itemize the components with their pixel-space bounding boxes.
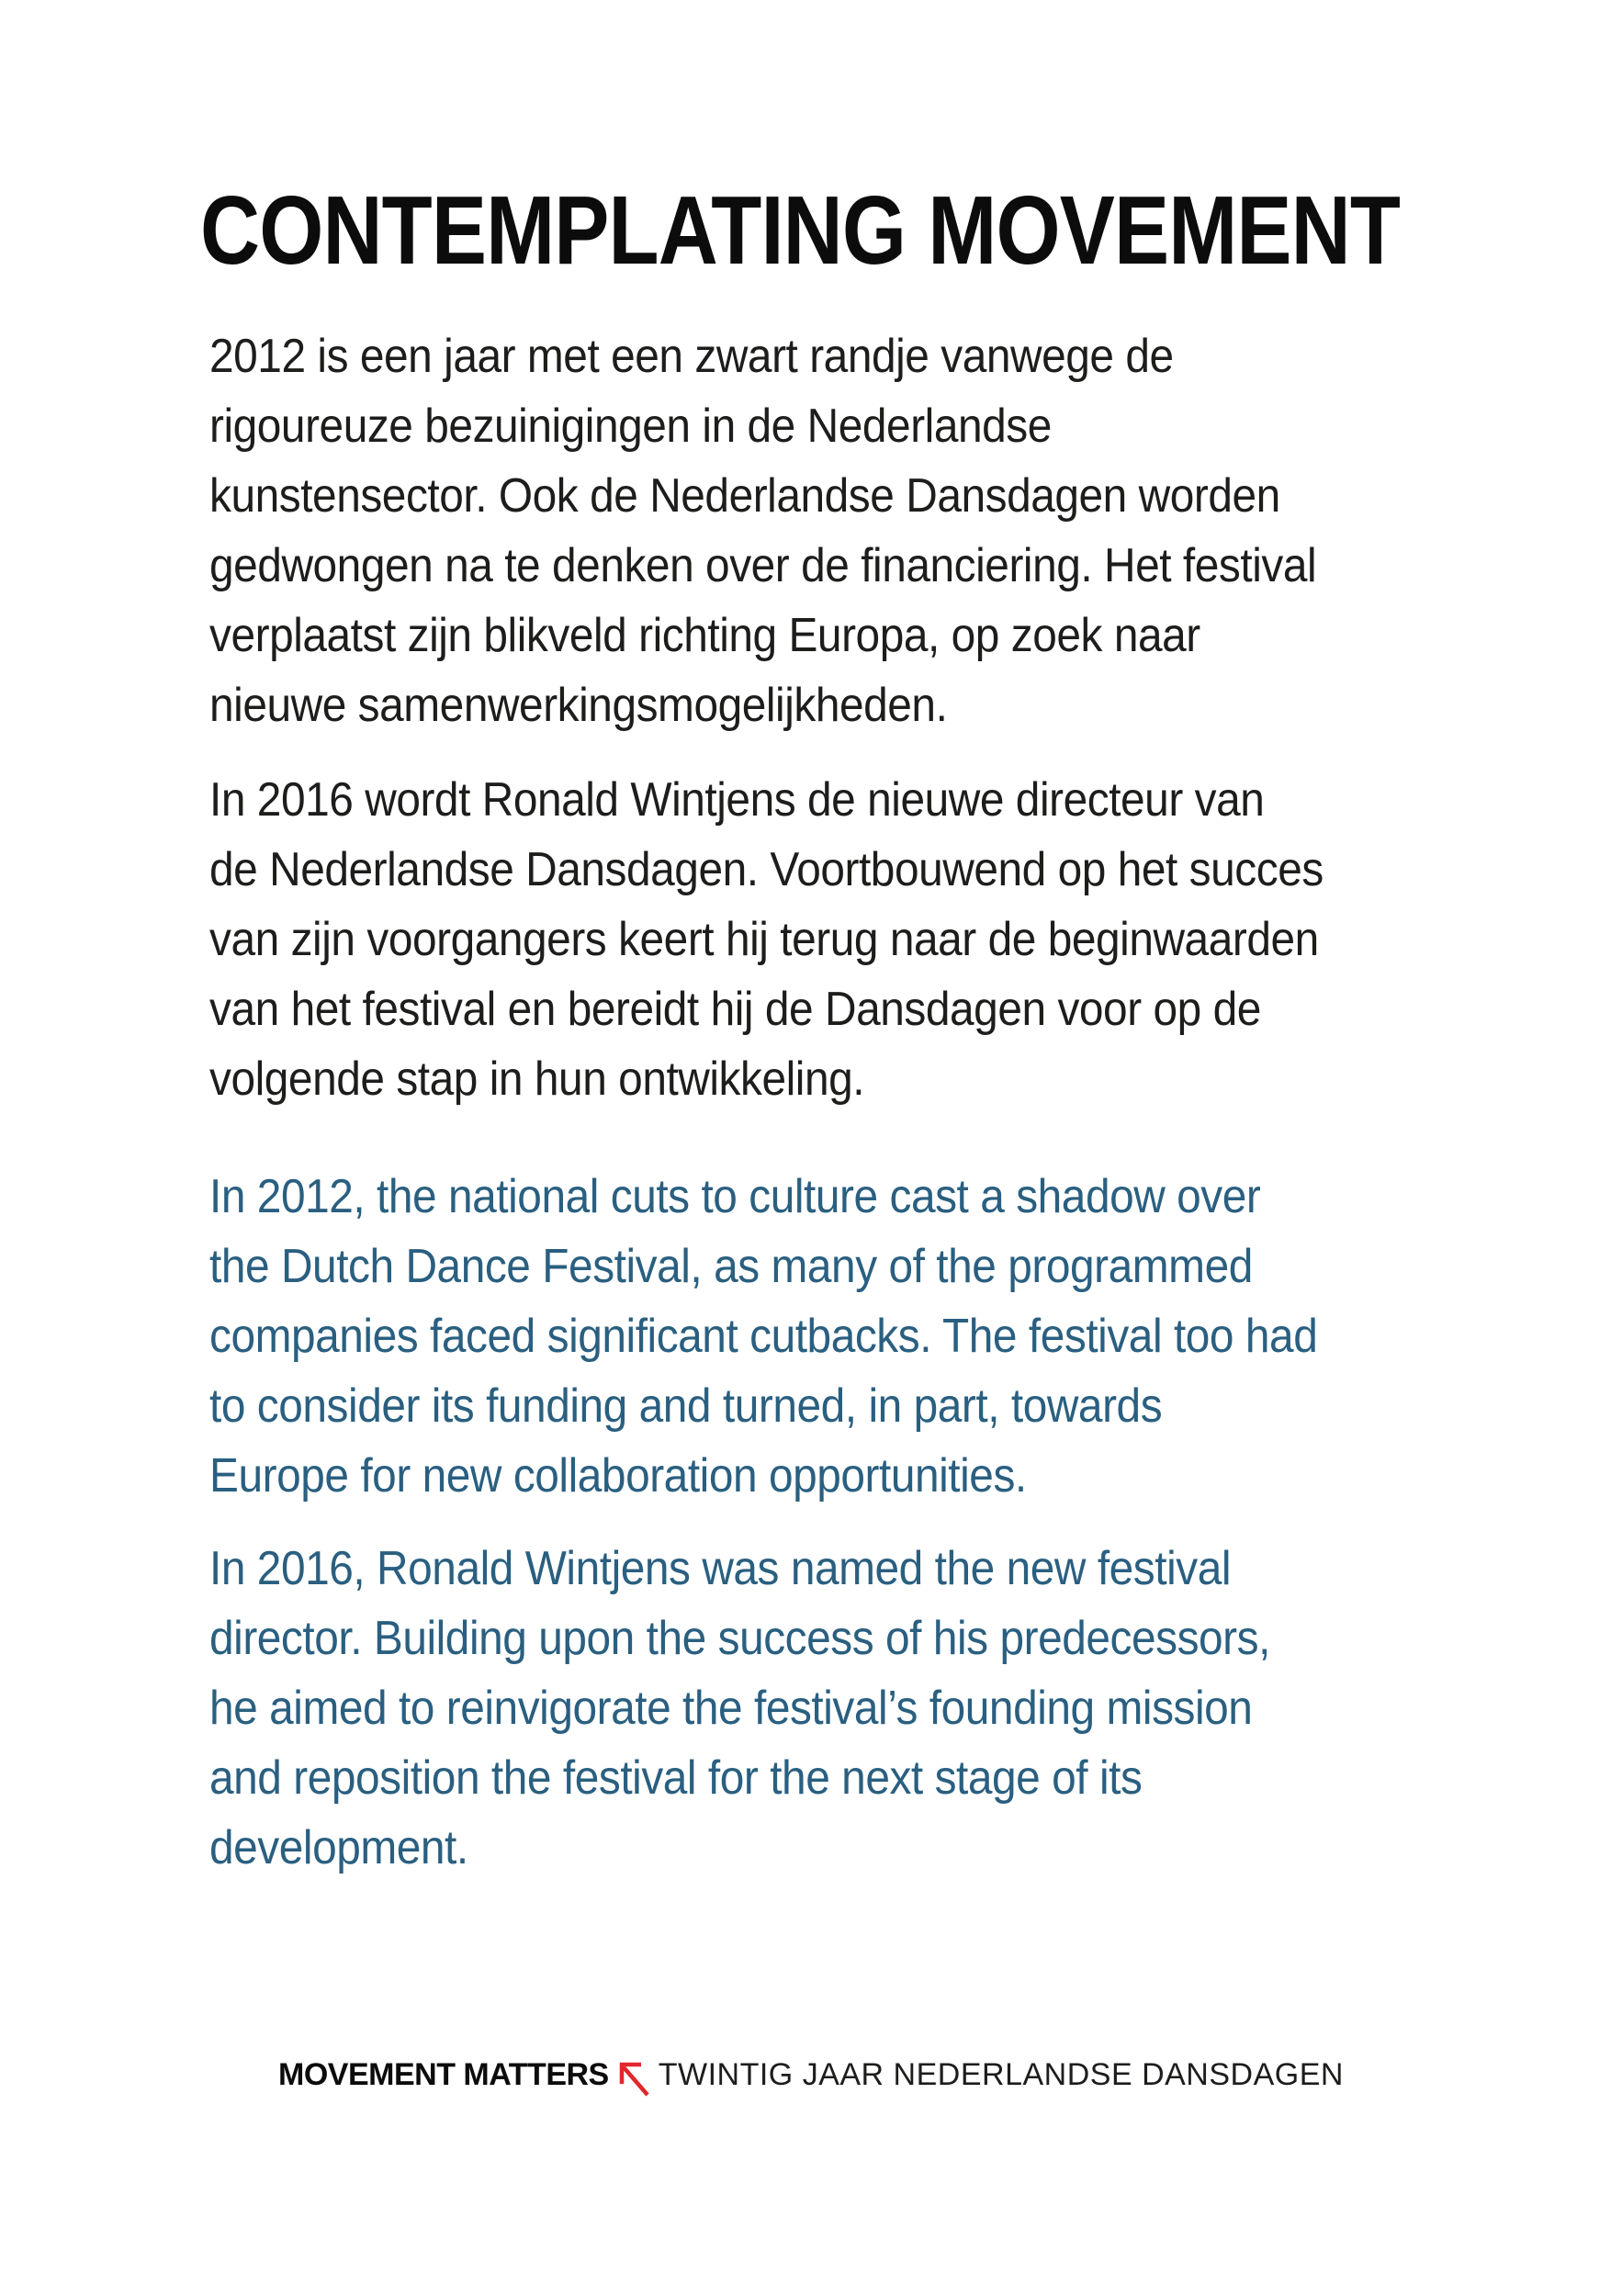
text-line: verplaatst zijn blikveld richting Europa, op zoek naar: [209, 609, 1200, 662]
footer: [0, 2054, 1622, 2096]
text-line: In 2016 wordt Ronald Wintjens de nieuwe directeur van: [209, 773, 1265, 827]
footer-brand: MOVEMENT MATTERS: [278, 2056, 609, 2092]
arrow-up-left-icon: [616, 2058, 651, 2100]
text-line: 2012 is een jaar met een zwart randje vanwege de: [209, 330, 1174, 383]
text-line: to consider its funding and turned, in part, towards: [209, 1379, 1163, 1433]
text-line: and reposition the festival for the next stage of its: [209, 1751, 1143, 1805]
paragraph-nl: [209, 321, 1514, 740]
footer-tagline: TWINTIG JAAR NEDERLANDSE DANSDAGEN: [658, 2056, 1344, 2092]
text-line: he aimed to reinvigorate the festival’s founding mission: [209, 1682, 1253, 1735]
paragraph-en: [209, 1162, 1514, 1511]
text-line: van het festival en bereidt hij de Dansdagen voor op de: [209, 983, 1261, 1036]
text-line: rigoureuze bezuinigingen in de Nederlandse: [209, 400, 1052, 453]
text-line: nieuwe samenwerkingsmogelijkheden.: [209, 679, 948, 732]
text-line: de Nederlandse Dansdagen. Voortbouwend op het succes: [209, 843, 1324, 896]
paragraph-en: [209, 1534, 1514, 1883]
body-text: [209, 321, 1514, 1883]
text-line: director. Building upon the success of his predecessors,: [209, 1612, 1270, 1665]
text-line: companies faced significant cutbacks. The festival too had: [209, 1310, 1318, 1363]
text-line: van zijn voorgangers keert hij terug naar de beginwaarden: [209, 913, 1319, 966]
text-line: In 2016, Ronald Wintjens was named the new festival: [209, 1542, 1232, 1595]
text-line: the Dutch Dance Festival, as many of the programmed: [209, 1240, 1253, 1293]
page-title: CONTEMPLATING MOVEMENT: [200, 176, 1401, 285]
text-line: gedwongen na te denken over de financiering. Het festival: [209, 539, 1317, 592]
text-line: volgende stap in hun ontwikkeling.: [209, 1052, 865, 1106]
text-line: development.: [209, 1821, 468, 1874]
text-line: Europe for new collaboration opportunities.: [209, 1449, 1027, 1503]
text-line: In 2012, the national cuts to culture cast a shadow over: [209, 1170, 1261, 1223]
text-line: kunstensector. Ook de Nederlandse Dansdagen worden: [209, 469, 1280, 523]
paragraph-nl: [209, 765, 1514, 1114]
